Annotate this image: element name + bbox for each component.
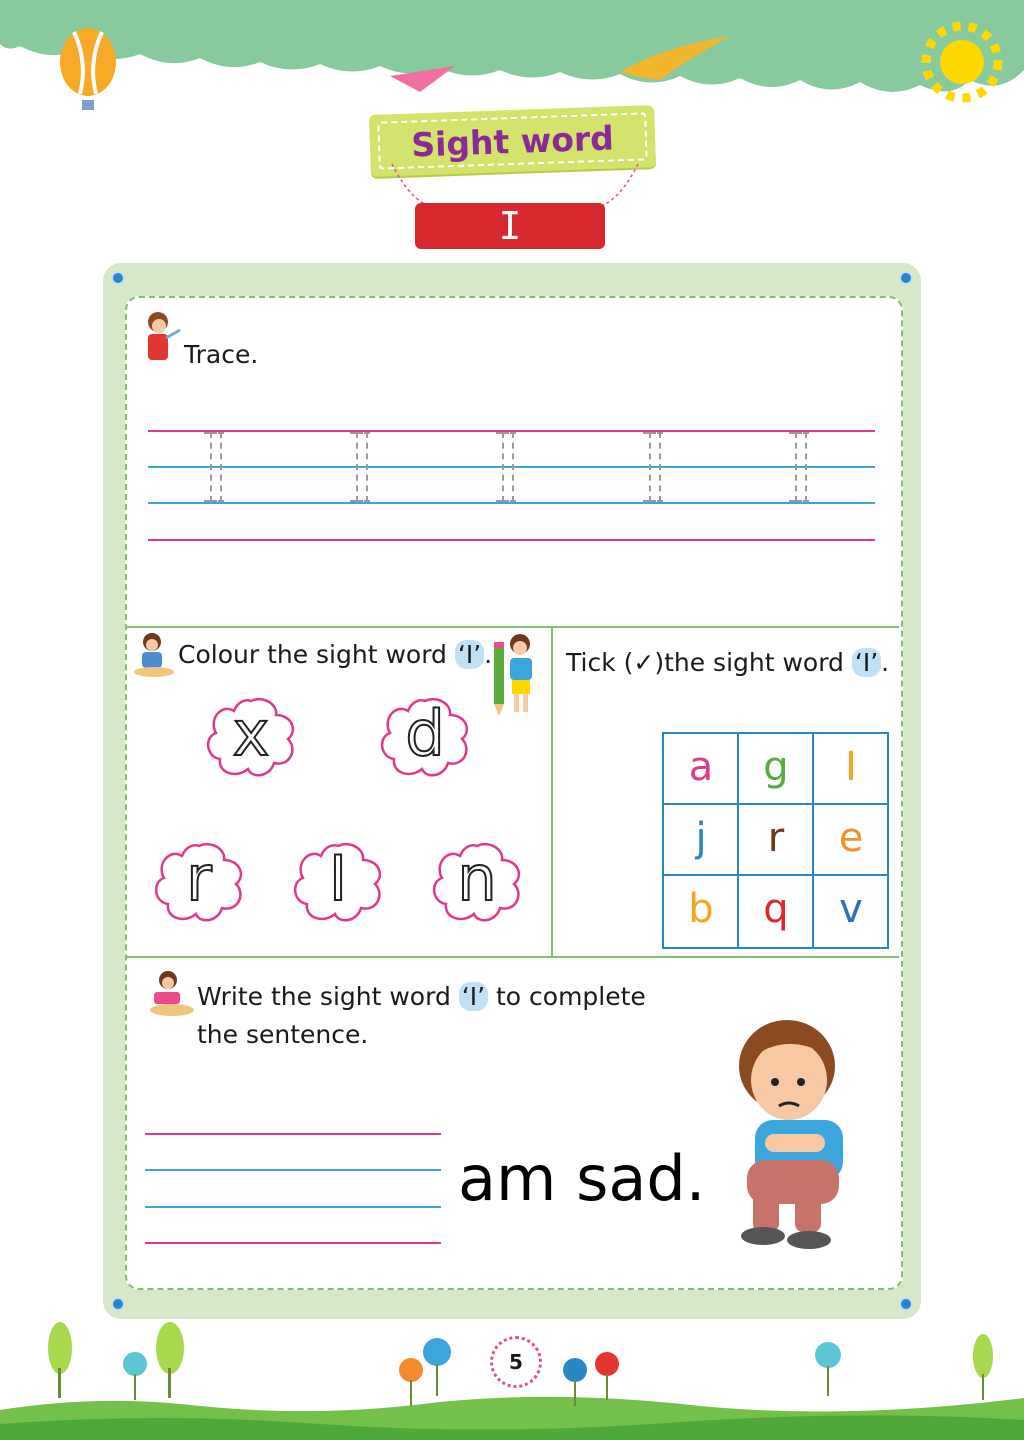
writing-line-base[interactable] [145, 1206, 441, 1208]
flower-letter: d [405, 697, 445, 770]
grid-cell[interactable]: j [695, 815, 707, 861]
flower-letter: r [186, 842, 212, 915]
grid-cell[interactable]: q [763, 886, 789, 932]
write-instruction-line1: Write the sight word ‘I’ to complete [197, 982, 646, 1011]
writing-line-top [145, 1133, 441, 1135]
trace-letter-i[interactable] [356, 432, 368, 502]
pin-icon [111, 1297, 125, 1311]
grid-cell[interactable]: v [839, 886, 863, 932]
tree-icon [150, 1318, 190, 1398]
pin-icon [899, 271, 913, 285]
section-divider [127, 956, 899, 958]
grid-cell[interactable]: I [845, 744, 857, 790]
grid-cell[interactable]: g [763, 744, 789, 790]
lollipop-flower-icon [560, 1356, 590, 1406]
sad-boy-illustration [725, 1010, 855, 1255]
trace-letter-i[interactable] [502, 432, 514, 502]
write-instruction-line2: the sentence. [197, 1020, 369, 1049]
hot-air-balloon-icon [60, 28, 116, 110]
grid-cell[interactable]: e [838, 815, 864, 861]
section-divider [551, 628, 553, 956]
tree-icon [968, 1330, 998, 1400]
lollipop-flower-icon [420, 1336, 454, 1396]
trace-letter-i[interactable] [210, 432, 222, 502]
page-number: 5 [490, 1336, 542, 1388]
girl-writing-icon [140, 308, 182, 364]
trace-letter-i[interactable] [795, 432, 807, 502]
flower-letter: n [457, 842, 497, 915]
cloud-header [0, 0, 1024, 110]
pin-icon [111, 271, 125, 285]
letter-grid [662, 732, 889, 949]
child-reading-icon [146, 968, 194, 1018]
writing-line-bottom [145, 1242, 441, 1244]
grid-cell[interactable]: r [767, 815, 785, 861]
trace-letter-i[interactable] [649, 432, 661, 502]
colour-instruction: Colour the sight word ‘I’ . [178, 640, 493, 669]
flower-letter: I [328, 842, 348, 915]
lollipop-flower-icon [592, 1350, 622, 1400]
tick-instruction: Tick (✓)the sight word ‘I’ . [566, 648, 890, 677]
lollipop-flower-icon [812, 1340, 844, 1396]
grid-cell[interactable]: b [688, 886, 714, 932]
sentence-text: am sad. [458, 1142, 706, 1215]
tree-icon [40, 1318, 80, 1398]
child-colouring-icon [132, 628, 176, 678]
section-divider [127, 626, 899, 628]
flower-letter: x [232, 697, 270, 770]
sight-word-tag: I [415, 203, 605, 249]
grid-cell[interactable]: a [688, 744, 714, 790]
guide-line-bottom [148, 539, 875, 541]
trace-instruction: Trace. [184, 340, 259, 369]
boy-with-pencil-icon [490, 630, 540, 718]
page-title: Sight word [410, 118, 615, 165]
lollipop-flower-icon [120, 1350, 150, 1400]
pin-icon [899, 1297, 913, 1311]
guide-line-base [148, 502, 875, 504]
writing-line-mid [145, 1169, 441, 1171]
